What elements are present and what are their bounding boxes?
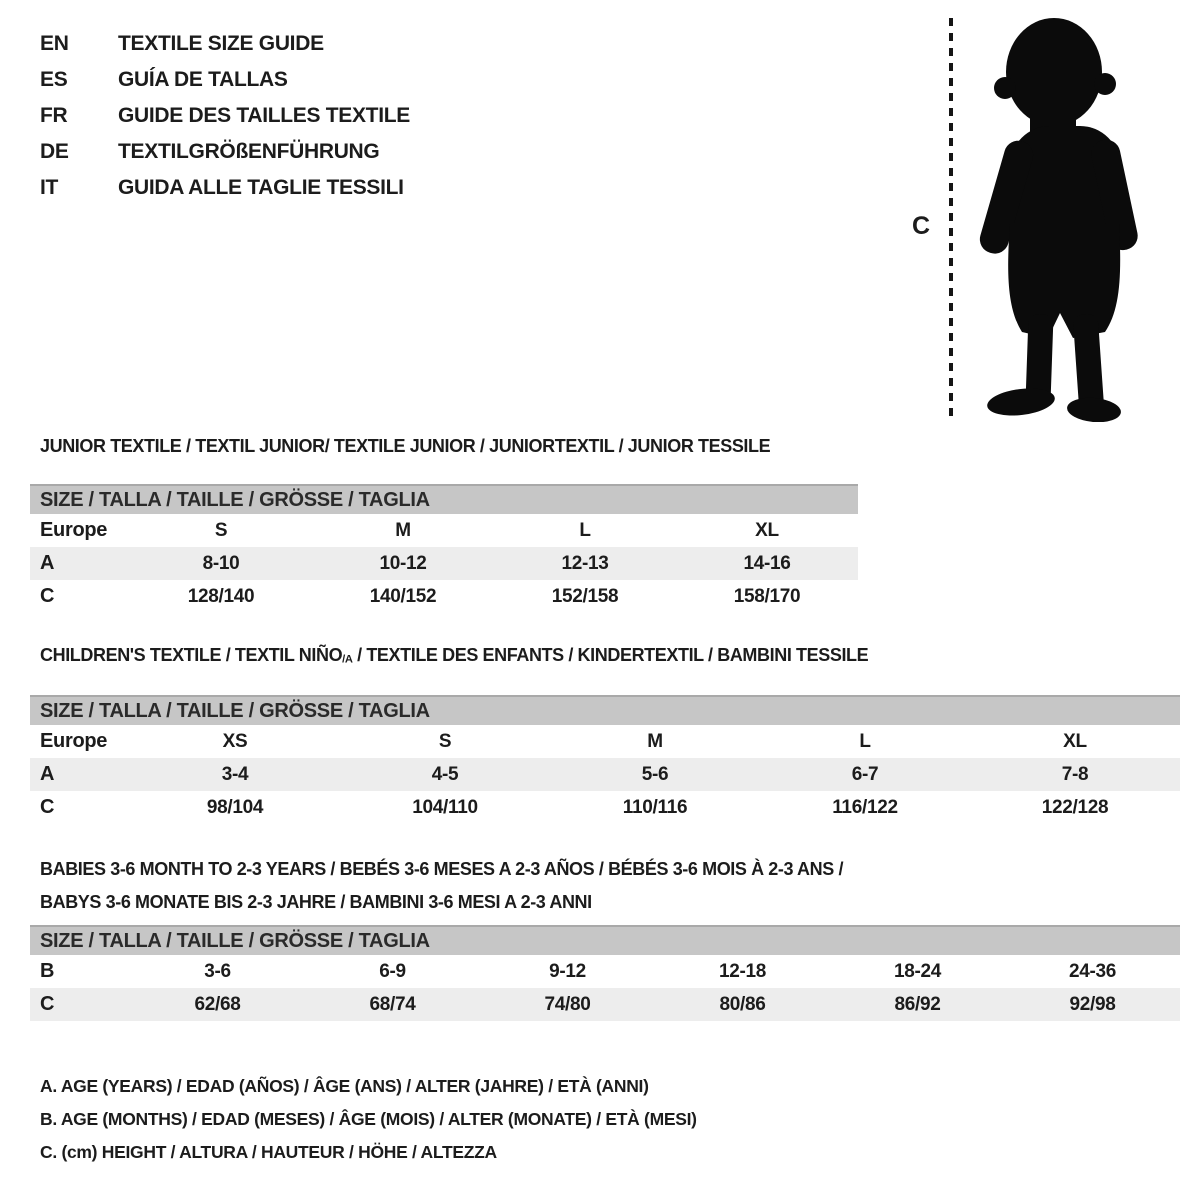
table-cell: 128/140 xyxy=(187,585,255,607)
table-cell: 74/80 xyxy=(544,993,591,1015)
table-cell: 140/152 xyxy=(369,585,437,607)
table-row xyxy=(30,791,1180,824)
section-babies-textile xyxy=(30,853,1180,1021)
table-cell: 68/74 xyxy=(369,993,416,1015)
table-cell: 152/158 xyxy=(551,585,619,607)
table-cell: 6-7 xyxy=(851,763,879,785)
row-label: C xyxy=(40,796,55,819)
row-label: B xyxy=(40,960,55,982)
children-size-table xyxy=(30,695,1180,824)
table-cell: L xyxy=(859,730,871,752)
lang-title: GUÍA DE TALLAS xyxy=(118,68,288,91)
table-row xyxy=(30,547,858,580)
lang-title: GUIDE DES TAILLES TEXTILE xyxy=(118,104,410,127)
table-cell: M xyxy=(395,519,411,541)
table-cell: 18-24 xyxy=(893,960,942,982)
table-cell: S xyxy=(438,730,452,752)
table-cell: 80/86 xyxy=(719,993,766,1015)
table-cell: 98/104 xyxy=(206,796,264,818)
table-row xyxy=(30,580,858,613)
footnote-a: A. AGE (YEARS) / EDAD (AÑOS) / ÂGE (ANS) / ALTER (JAHRE) / ETÀ (ANNI) xyxy=(40,1076,649,1096)
section-childrens-textile xyxy=(30,645,1180,824)
height-measure-dashed-line xyxy=(949,18,953,418)
table-cell: 104/110 xyxy=(412,796,478,818)
table-cell: M xyxy=(647,730,663,752)
table-header: SIZE / TALLA / TAILLE / GRÖSSE / TAGLIA xyxy=(30,925,1180,955)
footnote-c: C. (cm) HEIGHT / ALTURA / HAUTEUR / HÖHE / ALTEZZA xyxy=(40,1142,497,1162)
table-cell: 8-10 xyxy=(202,552,240,574)
table-row xyxy=(30,514,858,547)
lang-row-en xyxy=(40,26,410,62)
title-part: / TEXTILE DES ENFANTS / KINDERTEXTIL / BAMBINI TESSILE xyxy=(352,645,869,665)
language-list xyxy=(40,26,410,206)
table-cell: XL xyxy=(755,519,779,541)
table-row xyxy=(30,988,1180,1021)
footnote-b: B. AGE (MONTHS) / EDAD (MESES) / ÂGE (MOIS) / ALTER (MONATE) / ETÀ (MESI) xyxy=(40,1109,697,1129)
row-label: A xyxy=(40,552,55,574)
table-cell: 122/128 xyxy=(1041,796,1109,818)
table-cell: 7-8 xyxy=(1061,763,1089,785)
table-header: SIZE / TALLA / TAILLE / GRÖSSE / TAGLIA xyxy=(30,695,1180,725)
table-cell: 3-6 xyxy=(204,960,231,982)
table-cell: 24-36 xyxy=(1068,960,1117,982)
babies-size-table xyxy=(30,925,1180,1021)
table-cell: 12-13 xyxy=(561,552,609,574)
table-cell: 5-6 xyxy=(641,763,669,785)
table-cell: 14-16 xyxy=(743,552,791,574)
table-cell: 86/92 xyxy=(894,993,941,1015)
row-label: C xyxy=(40,993,55,1015)
section-title-babies-line1: BABIES 3-6 MONTH TO 2-3 YEARS / BEBÉS 3-6 MESES A 2-3 AÑOS / BÉBÉS 3-6 MOIS À 2-3 ANS / xyxy=(40,859,844,879)
table-cell: 4-5 xyxy=(431,763,459,785)
table-cell: 158/170 xyxy=(733,585,801,607)
lang-code: IT xyxy=(40,176,59,199)
table-cell: 92/98 xyxy=(1069,993,1116,1015)
row-label: A xyxy=(40,763,55,786)
lang-row-fr xyxy=(40,98,410,134)
table-cell: XS xyxy=(222,730,248,752)
lang-code: ES xyxy=(40,68,68,91)
lang-row-es xyxy=(40,62,410,98)
table-cell: L xyxy=(579,519,591,541)
footnotes xyxy=(40,1070,697,1169)
table-cell: 3-4 xyxy=(221,763,249,785)
lang-title: TEXTILE SIZE GUIDE xyxy=(118,32,324,55)
table-cell: 116/122 xyxy=(832,796,898,818)
row-label: Europe xyxy=(40,519,108,541)
section-title-children xyxy=(40,645,1180,669)
table-cell: 12-18 xyxy=(718,960,767,982)
lang-title: TEXTILGRÖßENFÜHRUNG xyxy=(118,140,380,163)
row-label: C xyxy=(40,585,55,607)
lang-title: GUIDA ALLE TAGLIE TESSILI xyxy=(118,176,404,199)
table-cell: 110/116 xyxy=(622,796,688,818)
section-junior-textile xyxy=(30,436,858,613)
lang-code: FR xyxy=(40,104,68,127)
title-part: CHILDREN'S TEXTILE / TEXTIL NIÑO xyxy=(40,645,343,665)
table-cell: 10-12 xyxy=(379,552,427,574)
table-cell: S xyxy=(214,519,228,541)
table-header: SIZE / TALLA / TAILLE / GRÖSSE / TAGLIA xyxy=(30,484,858,514)
baby-silhouette-icon xyxy=(963,12,1165,422)
table-cell: XL xyxy=(1063,730,1087,752)
table-cell: 9-12 xyxy=(549,960,586,982)
junior-size-table xyxy=(30,484,858,613)
measure-label-c: C xyxy=(912,212,931,240)
table-row xyxy=(30,955,1180,988)
lang-row-de xyxy=(40,134,410,170)
section-title-junior: JUNIOR TEXTILE / TEXTIL JUNIOR/ TEXTILE JUNIOR / JUNIORTEXTIL / JUNIOR TESSILE xyxy=(40,436,771,456)
lang-row-it xyxy=(40,170,410,206)
section-title-babies-line2: BABYS 3-6 MONATE BIS 2-3 JAHRE / BAMBINI 3-6 MESI A 2-3 ANNI xyxy=(40,892,592,912)
lang-code: EN xyxy=(40,32,69,55)
table-row xyxy=(30,725,1180,758)
table-cell: 62/68 xyxy=(194,993,241,1015)
table-row xyxy=(30,758,1180,791)
row-label: Europe xyxy=(40,730,108,753)
title-subscript: /A xyxy=(342,653,353,666)
table-cell: 6-9 xyxy=(379,960,406,982)
lang-code: DE xyxy=(40,140,69,163)
